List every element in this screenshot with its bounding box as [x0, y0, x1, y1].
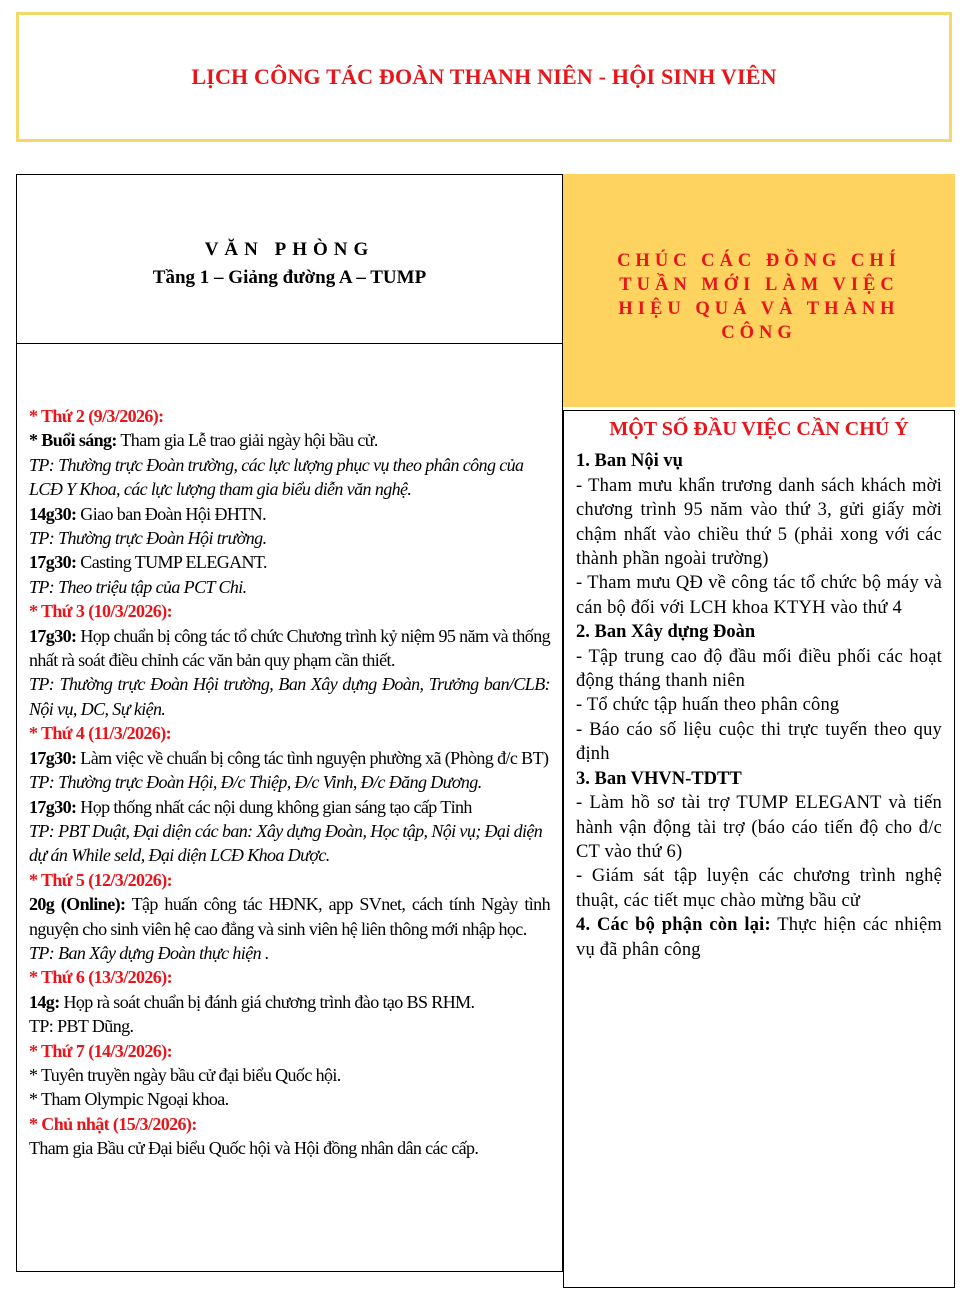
- entry-participants: TP: Thường trực Đoàn Hội trường, Ban Xây dựng Đoàn, Trưởng ban/CLB: Nội vụ, DC, Sự kiện.: [29, 674, 550, 719]
- day-heading: * Thứ 2 (9/3/2026):: [29, 406, 164, 426]
- task-item: [576, 913, 942, 962]
- office-info: [16, 174, 563, 344]
- office-title: VĂN PHÒNG: [204, 239, 375, 260]
- day-heading: * Thứ 6 (13/3/2026):: [29, 967, 172, 988]
- entry-participants: TP: Ban Xây dựng Đoàn thực hiện .: [29, 942, 269, 963]
- tasks-panel: [563, 410, 955, 1288]
- task-section-title: 1. Ban Nội vụ: [576, 451, 683, 472]
- schedule-entry: [29, 746, 550, 770]
- entry-text: Casting TUMP ELEGANT.: [76, 552, 267, 573]
- entry-participants: TP: PBT Duật, Đại diện các ban: Xây dựng Đoàn, Học tập, Nội vụ; Đại diện dự án While seld, Đại diện LCĐ Khoa Dược.: [29, 820, 543, 866]
- schedule-entry: [29, 624, 550, 673]
- schedule-entry: [29, 428, 550, 452]
- entry-text: Họp thống nhất các nội dung không gian sáng tạo cấp Tỉnh: [76, 796, 472, 817]
- entry-text: Giao ban Đoàn Hội ĐHTN.: [76, 503, 266, 524]
- task-item: - Tổ chức tập huấn theo phân công: [576, 695, 840, 716]
- entry-text: Làm việc về chuẩn bị công tác tình nguyện phường xã (Phòng đ/c BT): [76, 747, 549, 768]
- greeting-text: CHÚC CÁC ĐỒNG CHÍ TUẦN MỚI LÀM VIỆC HIỆU QUẢ VÀ THÀNH CÔNG: [617, 250, 901, 343]
- task-section-title: 2. Ban Xây dựng Đoàn: [576, 622, 756, 643]
- schedule-entry: [29, 795, 550, 819]
- entry-time: 17g30:: [29, 796, 77, 817]
- entry-participants: TP: Thường trực Đoàn Hội, Đ/c Thiệp, Đ/c Vinh, Đ/c Đăng Dương.: [29, 772, 482, 793]
- page-title: LỊCH CÔNG TÁC ĐOÀN THANH NIÊN - HỘI SINH VIÊN: [191, 64, 777, 89]
- greeting-banner: [563, 174, 955, 407]
- task-section-title: 4. Các bộ phận còn lại:: [576, 915, 771, 936]
- schedule-entry: [29, 550, 550, 574]
- task-item: - Tham mưu khẩn trương danh sách khách mời chương trình 95 năm vào thứ 3, gửi giấy mời chậm nhất vào chiều thứ 5 (phải xong với các thành phần ngoài trường): [576, 475, 942, 570]
- tasks-heading: MỘT SỐ ĐẦU VIỆC CẦN CHÚ Ý: [609, 418, 909, 440]
- entry-time: 17g30:: [29, 747, 77, 768]
- day-heading: * Thứ 3 (10/3/2026):: [29, 601, 172, 622]
- entry-text: Tham gia Lễ trao giải ngày hội bầu cử.: [116, 430, 378, 451]
- task-item: - Làm hồ sơ tài trợ TUMP ELEGANT và tiến hành vận động tài trợ (báo cáo tiến độ cho đ/c CT vào thứ 6): [576, 793, 942, 862]
- entry-participants: TP: Thường trực Đoàn Hội trường.: [29, 528, 267, 549]
- entry-participants: TP: Thường trực Đoàn trường, các lực lượng phục vụ theo phân công của LCĐ Y Khoa, các lực lượng tham gia biểu diễn văn nghệ.: [29, 454, 524, 500]
- day-heading: * Thứ 5 (12/3/2026):: [29, 869, 172, 890]
- task-text: Thực hiện các nhiệm vụ đã phân công: [576, 915, 942, 960]
- task-section-title: 3. Ban VHVN-TDTT: [576, 768, 742, 789]
- schedule-entry: [29, 990, 550, 1014]
- schedule-entry: Tham gia Bầu cử Đại biểu Quốc hội và Hội đồng nhân dân các cấp.: [29, 1138, 479, 1159]
- task-item: - Tập trung cao độ đầu mối điều phối các hoạt động tháng thanh niên: [576, 646, 942, 692]
- day-heading: * Chủ nhật (15/3/2026):: [29, 1113, 197, 1134]
- entry-time: 20g (Online):: [29, 894, 126, 915]
- entry-text: Họp chuẩn bị công tác tổ chức Chương trình kỷ niệm 95 năm và thống nhất rà soát điều chỉnh các văn bản quy phạm cần thiết.: [29, 625, 550, 671]
- schedule-entry: [29, 502, 550, 526]
- title-banner: [16, 12, 952, 142]
- entry-text: Họp rà soát chuẩn bị đánh giá chương trình đào tạo BS RHM.: [59, 991, 475, 1012]
- entry-time: 14g30:: [29, 503, 77, 524]
- entry-participants: TP: Theo triệu tập của PCT Chi.: [29, 576, 247, 597]
- entry-time: 17g30:: [29, 552, 77, 573]
- office-address: Tầng 1 – Giảng đường A – TUMP: [152, 267, 427, 288]
- schedule-entry: [29, 892, 550, 941]
- entry-time: 17g30:: [29, 625, 77, 646]
- day-heading: * Thứ 7 (14/3/2026):: [29, 1040, 172, 1061]
- schedule-entry: * Tuyên truyền ngày bầu cử đại biểu Quốc hội.: [29, 1064, 341, 1085]
- entry-participants: TP: PBT Dũng.: [29, 1016, 134, 1037]
- task-item: - Giám sát tập luyện các chương trình nghệ thuật, các tiết mục chào mừng bầu cử: [576, 866, 942, 911]
- schedule-entry: * Tham Olympic Ngoại khoa.: [29, 1089, 229, 1110]
- entry-time: * Buổi sáng:: [29, 430, 117, 451]
- task-item: - Tham mưu QĐ về công tác tổ chức bộ máy và cán bộ đối với LCH khoa KTYH vào thứ 4: [576, 573, 942, 618]
- entry-text: Tập huấn công tác HĐNK, app SVnet, cách tính Ngày tình nguyện cho sinh viên hệ cao đẳng và sinh viên hệ liên thông mới nhập học.: [29, 894, 550, 939]
- entry-time: 14g:: [29, 991, 60, 1012]
- task-item: - Báo cáo số liệu cuộc thi trực tuyến theo quy định: [576, 719, 942, 765]
- day-heading: * Thứ 4 (11/3/2026):: [29, 723, 171, 744]
- weekly-schedule: [16, 343, 563, 1272]
